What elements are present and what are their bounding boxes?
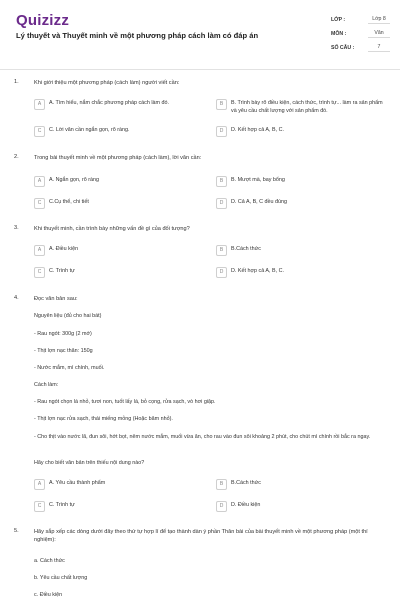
- meta-subject-value: Văn: [368, 30, 390, 38]
- option-letter: A: [34, 176, 45, 187]
- worksheet-title: Lý thuyết và Thuyết minh về một phương pháp cách làm có đáp án: [16, 31, 259, 40]
- option-letter: B: [216, 479, 227, 490]
- question-number: 2.: [14, 154, 19, 160]
- option-a[interactable]: [34, 245, 204, 259]
- passage-line: Cách làm:: [34, 382, 59, 388]
- option-b[interactable]: [216, 245, 386, 259]
- question-text: Hãy sắp xếp các dòng dưới đây theo thứ tự hợp lí để tạo thành dàn ý phần Thân bài của bài thuyết minh về một phương pháp (một thí nghiệm):: [34, 529, 368, 543]
- option-text: B.Cách thức: [231, 480, 261, 486]
- option-c[interactable]: [34, 198, 204, 212]
- option-b[interactable]: [216, 479, 386, 493]
- option-text: A. Tìm hiểu, nắm chắc phương pháp cách làm đó.: [49, 100, 170, 106]
- option-text: C. Trình tự: [49, 268, 75, 274]
- option-d[interactable]: [216, 501, 386, 515]
- passage-line: - Rau ngót chọn lá nhỏ, tươi non, tuốt lấy lá, bỏ cọng, rửa sạch, vò hơi giập.: [34, 399, 216, 405]
- answer-item: a. Cách thức: [34, 558, 65, 564]
- answer-item: c. Điều kiện: [34, 592, 63, 598]
- passage-line: Nguyên liệu (đủ cho hai bát): [34, 313, 102, 319]
- quizizz-logo: Quizizz: [16, 12, 70, 29]
- question-text: Đọc văn bản sau:: [34, 296, 78, 302]
- option-d[interactable]: [216, 198, 386, 212]
- option-letter: B: [216, 176, 227, 187]
- option-text: D. Kết hợp cả A, B, C.: [231, 127, 284, 133]
- question-number: 5.: [14, 528, 19, 534]
- passage-line: - Thịt lợn nạc rửa sạch, thái miếng mỏng (Hoặc băm nhỏ).: [34, 416, 173, 422]
- option-letter: D: [216, 501, 227, 512]
- option-letter: A: [34, 245, 45, 256]
- option-letter: A: [34, 99, 45, 110]
- option-b[interactable]: [216, 176, 386, 190]
- option-a[interactable]: [34, 479, 204, 493]
- meta-class: [331, 16, 386, 23]
- option-letter: A: [34, 479, 45, 490]
- option-text: B. Trình bày rõ điều kiện, cách thức, trình tự... làm ra sản phẩm và yêu cầu chất lượng với sản phẩm đó.: [231, 100, 383, 114]
- option-letter: D: [216, 267, 227, 278]
- passage-line: - Rau ngót: 300g (2 mớ): [34, 331, 92, 337]
- option-letter: B: [216, 245, 227, 256]
- option-d[interactable]: [216, 267, 386, 281]
- option-text: D. Cả A, B, C đều đúng: [231, 199, 288, 205]
- question-number: 4.: [14, 295, 19, 301]
- question-text: Khi giới thiệu một phương pháp (cách làm) người viết cần:: [34, 80, 180, 86]
- option-letter: C: [34, 267, 45, 278]
- option-text: D. Điều kiện: [231, 502, 261, 508]
- meta-class-value: Lớp 8: [368, 16, 390, 24]
- option-letter: C: [34, 501, 45, 512]
- answer-item: b. Yêu cầu chất lượng: [34, 575, 88, 581]
- option-text: B.Cách thức: [231, 246, 261, 252]
- meta-count-label: SỐ CÂU :: [331, 45, 355, 51]
- meta-count-value: 7: [368, 44, 390, 52]
- option-text: C. Trình tự: [49, 502, 75, 508]
- header-divider: [0, 69, 400, 70]
- option-letter: D: [216, 198, 227, 209]
- option-a[interactable]: [34, 99, 204, 113]
- option-c[interactable]: [34, 267, 204, 281]
- option-c[interactable]: [34, 126, 204, 140]
- question-number: 1.: [14, 79, 19, 85]
- passage-line: - Cho thịt vào nước lã, đun sôi, hớt bọt, nêm nước mắm, muối vừa ăn, cho rau vào đun sôi khoảng 2 phút, cho chút mì chính rồi bắc ra ngay.: [34, 434, 371, 440]
- meta-count: [331, 44, 381, 51]
- worksheet-header: [0, 0, 400, 70]
- meta-subject: [331, 30, 384, 37]
- option-letter: C: [34, 126, 45, 137]
- option-text: B. Mượt mà, bay bổng: [231, 177, 285, 183]
- question-text: Trong bài thuyết minh về một phương pháp (cách làm), lời văn cần:: [34, 155, 202, 161]
- option-a[interactable]: [34, 176, 204, 190]
- option-text: A. Ngắn gọn, rõ ràng: [49, 177, 100, 183]
- question-text: Khi thuyết minh, cần trình bày những vấn đề gì của đối tượng?: [34, 226, 190, 232]
- option-letter: C: [34, 198, 45, 209]
- option-text: C. Lời văn cần ngắn gọn, rõ ràng.: [49, 127, 130, 133]
- question-number: 3.: [14, 225, 19, 231]
- option-c[interactable]: [34, 501, 204, 515]
- option-letter: D: [216, 126, 227, 137]
- option-text: D. Kết hợp cả A, B, C.: [231, 268, 284, 274]
- meta-subject-label: MÔN :: [331, 31, 347, 37]
- passage-line: Hãy cho biết văn bản trên thiếu nội dung nào?: [34, 460, 145, 466]
- option-text: C.Cụ thể, chi tiết: [49, 199, 89, 205]
- option-b[interactable]: [216, 99, 386, 113]
- passage-line: - Nước mắm, mì chính, muối.: [34, 365, 105, 371]
- passage-line: - Thịt lợn nạc thăn: 150g: [34, 348, 93, 354]
- option-text: A. Điều kiện: [49, 246, 79, 252]
- option-d[interactable]: [216, 126, 386, 140]
- option-letter: B: [216, 99, 227, 110]
- option-text: A. Yêu cầu thành phẩm: [49, 480, 106, 486]
- meta-class-label: LỚP :: [331, 17, 346, 23]
